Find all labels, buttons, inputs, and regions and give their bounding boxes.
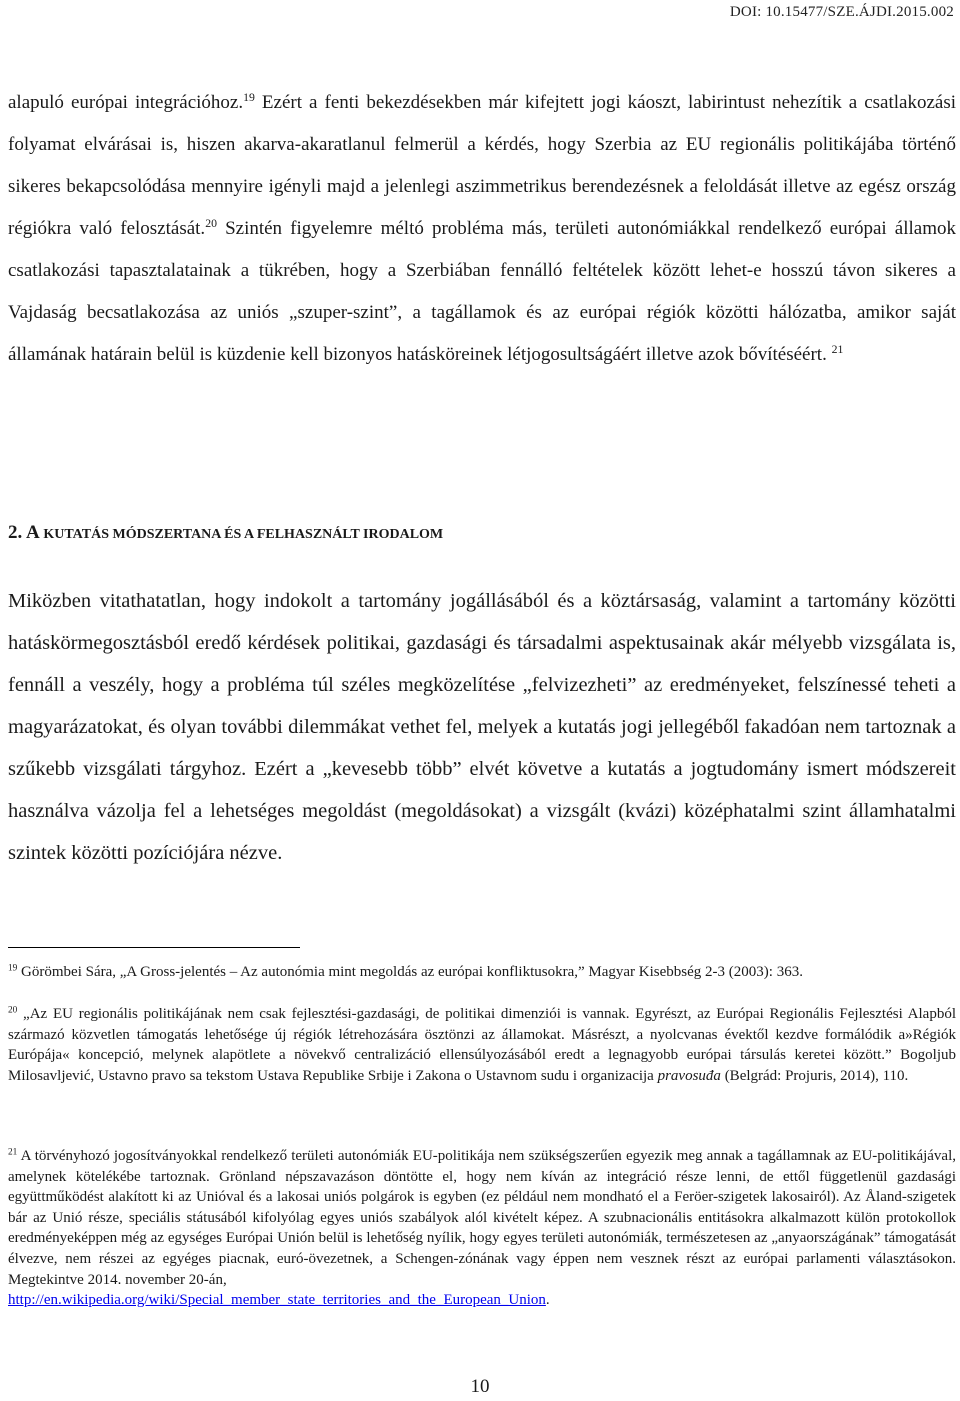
section-heading-title: KUTATÁS MÓDSZERTANA ÉS A FELHASZNÁLT IRODALOM	[43, 527, 444, 542]
body-paragraph-2: Miközben vitathatatlan, hogy indokolt a tartomány jogállásából és a köztársaság, valamint a tartomány közötti hatáskörmegosztásból eredő kérdések politikai, gazdasági és társadalmi aspektusainak akár mélyebb vizsgálata is, fennáll a veszély, hogy a probléma túl széles megközelítése „felvizezheti” az eredményeket, felszínessé teheti a magyarázatokat, és olyan további dilemmákat vethet fel, melyek a kutatás jogi jellegéből fakadóan nem tartoznak a szűkebb vizsgálati tárgyhoz. Ezért a „kevesebb több” elvét követve a kutatás a jogtudomány ismert módszereit használva vázolja fel a lehetséges megoldást (megoldásokat) a vizsgált (kvázi) középhatalmi szint államhatalmi szintek közötti pozíciójára nézve.	[8, 590, 956, 864]
footnote-19	[8, 962, 956, 983]
section-heading-number: 2. A	[8, 522, 39, 543]
footnote-20-text-a: „Az EU regionális politikájának nem csak fejlesztési-gazdasági, de politikai dimenziói is vannak. Egyrészt, az Európai Regionális Fejlesztési Alapból származó közvetlen támogatás lehetősége új régiók létrehozására ösztönzi az államokat. Másrészt, a nyolcvanas évektől kezdve formálódik a»Régiók Európája« koncepció, melynek alapötlete a növekvő centralizáció ellensúlyozásából eredt a legnagyobb európai társulás keretei között.” Bogoljub Milosavljević, Ustavno pravo sa tekstom Ustava Republike Srbije i Zakona o Ustavnom sudu i organizacija	[8, 1006, 956, 1084]
footnote-21-text: A törvényhozó jogosítványokkal rendelkező területi autonómiák EU-politikája nem szükségszerűen egyezik meg annak a tagállamnak az EU-politikájával, amelynek kötelékébe tartoznak. Grönland népszavazáson döntötte el, hogy nem kíván az integráció része lenni, de ettől függetlenül gazdasági együttműködést alakított ki az Unióval és a lakosai uniós polgárok is egyben (ez például nem mondható el a Feröer-szigetek lakosairól). Az Åland-szigetek bár az Unió része, speciális státusából kifolyólag egyes uniós szabályok alól kivételt képez. A szubnacionális entitásokra alkalmazott külön protokollok eredményeképpen még az egységes Európai Unión belül is lehetőség nyílik, hogy egyes területi autonómiák, természetesen az „anyaországának” támogatását élvezve, nem részei az egyéges piacnak, euró-övezetnek, a Schengen-zónának vagy éppen nem vesznek részt az európai parlamenti választásokon. Megtekintve 2014. november 20-án,	[8, 1148, 956, 1288]
footnote-21	[8, 1146, 956, 1311]
footnote-ref-19[interactable]: 19	[243, 90, 255, 104]
footnote-ref-21[interactable]: 21	[831, 342, 844, 356]
footnote-20-text-b: (Belgrád: Projuris, 2014), 110.	[720, 1067, 909, 1084]
footnote-20	[8, 1004, 956, 1086]
p1-text-c: Szintén figyelemre méltó probléma más, területi autonómiákkal rendelkező európai államok csatlakozási tapasztalatainak a tükrében, hogy a Szerbiában fennálló feltételek között lehet-e hosszú távon sikeres a Vajdaság becsatlakozása az uniós „szuper-szint”, a tagállamok és az európai régiók közötti hálózatba, amikor saját államának határain belül is küzdenie kell bizonyos hatásköreinek létjogosultságáért illetve azok bővítéséért.	[8, 218, 956, 365]
doi-header: DOI: 10.15477/SZE.ÁJDI.2015.002	[729, 4, 954, 20]
footnote-19-text: Görömbei Sára, „A Gross-jelentés – Az autonómia mint megoldás az európai konfliktusokra,” Magyar Kisebbség 2-3 (2003): 363.	[17, 964, 803, 980]
section-heading	[8, 522, 443, 544]
footnote-21-link[interactable]: http://en.wikipedia.org/wiki/Special_member_state_territories_and_the_European_Union	[8, 1292, 546, 1309]
p1-text-a: alapuló európai integrációhoz.	[8, 92, 244, 113]
footnote-separator	[8, 947, 300, 948]
footnote-21-end: .	[545, 1292, 550, 1309]
page-number: 10	[470, 1376, 490, 1397]
footnote-ref-20[interactable]: 20	[205, 216, 217, 230]
p1-text-b: Ezért a fenti bekezdésekben már kifejtett jogi káoszt, labirintust nehezítik a csatlakozási folyamat elvárásai is, hiszen akarva-akaratlanul felmerül a kérdés, hogy Szerbia az EU regionális politikájába történő sikeres bekapcsolódása mennyire igényli majd a jelenlegi aszimmetrikus berendezésnek a feloldását illetve az egész ország régiókra való felosztását.	[8, 92, 957, 239]
footnote-20-italic: pravosuđa	[657, 1067, 721, 1084]
body-paragraph-1	[8, 82, 956, 376]
footnote-20-number: 20	[8, 1005, 18, 1016]
footnote-21-number: 21	[8, 1147, 18, 1158]
footnote-19-number: 19	[8, 963, 18, 974]
